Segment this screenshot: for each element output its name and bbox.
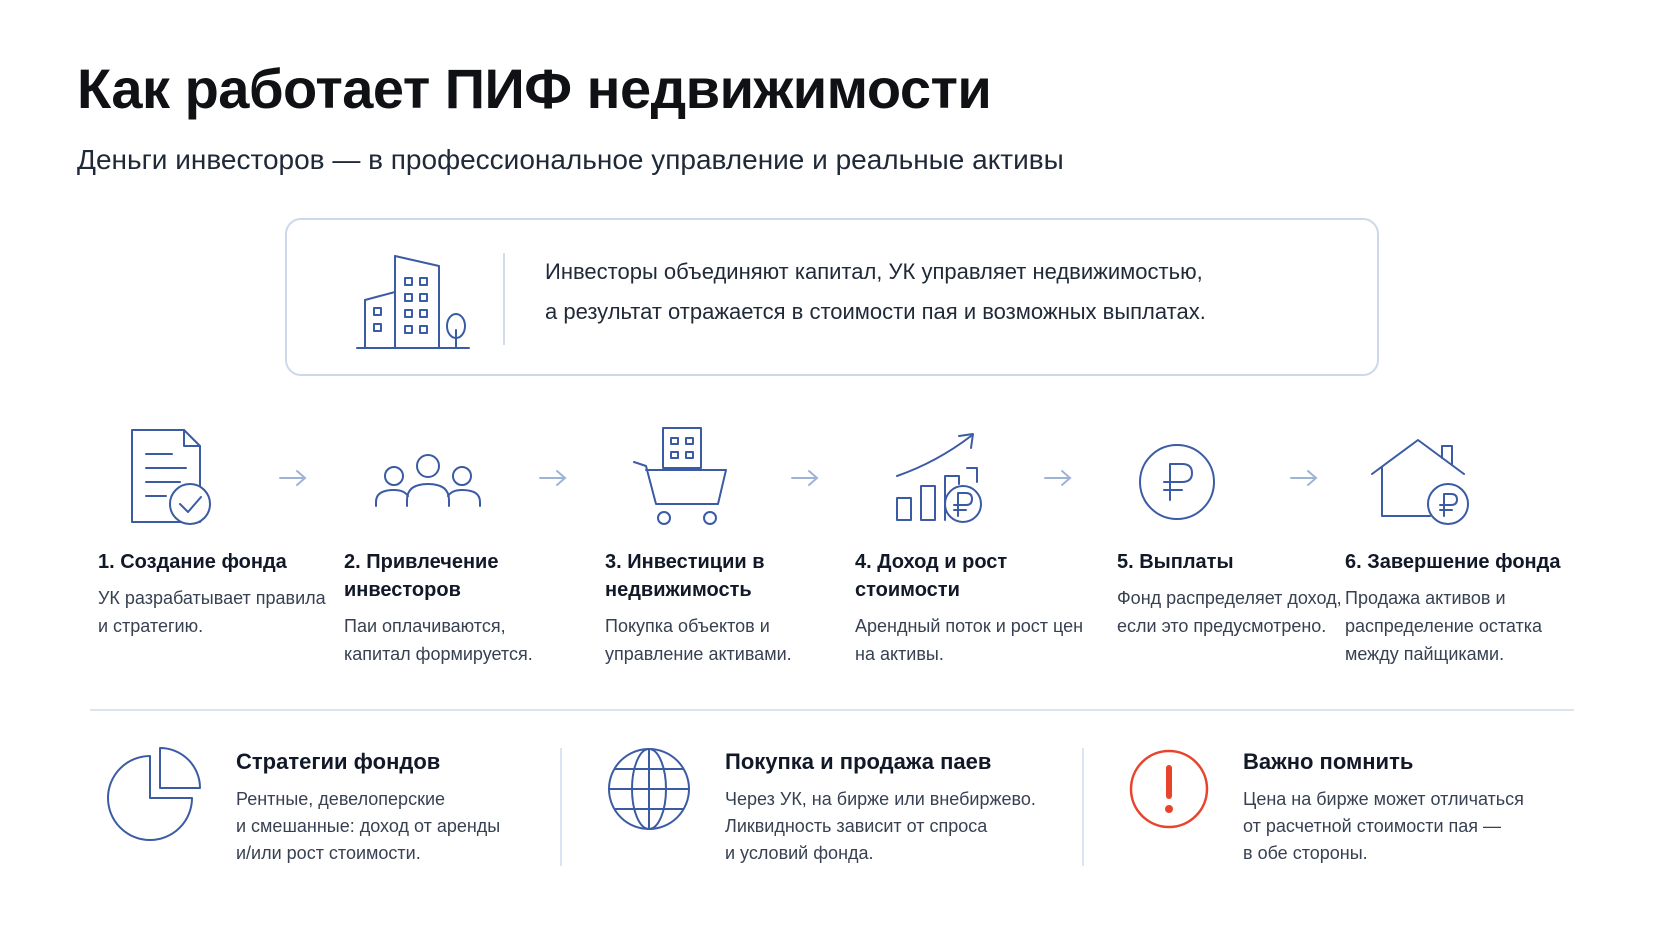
note-strategies xyxy=(236,748,596,867)
cart-building-icon xyxy=(620,418,750,538)
note-title: Стратегии фондов xyxy=(236,749,441,774)
note-title: Важно помнить xyxy=(1243,749,1414,774)
arrow-right-icon xyxy=(1289,468,1319,488)
note-line: Рентные, девелоперские xyxy=(236,789,446,809)
ruble-coin-icon xyxy=(1112,418,1242,538)
note-description xyxy=(725,786,1085,867)
pie-chart-icon xyxy=(104,744,204,844)
buildings-icon xyxy=(355,242,471,354)
arrow-right-icon xyxy=(278,468,308,488)
note-important xyxy=(1243,748,1603,867)
summary-divider xyxy=(503,253,505,345)
arrow-right-icon xyxy=(1043,468,1073,488)
warning-icon xyxy=(1124,744,1214,834)
arrow-right-icon xyxy=(538,468,568,488)
people-icon xyxy=(363,418,493,538)
step-5 xyxy=(1117,548,1357,640)
step-4 xyxy=(855,548,1095,668)
summary-text xyxy=(545,252,1206,332)
document-check-icon xyxy=(110,418,240,538)
step-title: 5. Выплаты xyxy=(1117,551,1234,573)
summary-card xyxy=(285,218,1379,376)
summary-line: а результат отражается в стоимости пая и возможных выплатах. xyxy=(545,299,1206,324)
page-subtitle: Деньги инвесторов — в профессиональное управление и реальные активы xyxy=(77,144,1064,175)
note-line: и условий фонда. xyxy=(725,843,874,863)
note-description xyxy=(236,786,596,867)
note-line: и смешанные: доход от аренды xyxy=(236,816,501,836)
step-description: Продажа активов и распределение остатка между пайщиками. xyxy=(1345,588,1543,664)
step-description: Арендный поток и рост цен на активы. xyxy=(855,616,1084,664)
step-title: 2. Привлечение инвесторов xyxy=(344,551,499,601)
step-description: Паи оплачиваются, капитал формируется. xyxy=(344,616,533,664)
step-description: Покупка объектов и управление активами. xyxy=(605,616,792,664)
note-line: от расчетной стоимости пая — xyxy=(1243,816,1502,836)
note-trading xyxy=(725,748,1085,867)
arrow-right-icon xyxy=(790,468,820,488)
note-title: Покупка и продажа паев xyxy=(725,749,992,774)
step-title: 1. Создание фонда xyxy=(98,551,287,573)
section-divider xyxy=(90,709,1574,711)
note-line: и/или рост стоимости. xyxy=(236,843,421,863)
note-line: Через УК, на бирже или внебиржево. xyxy=(725,789,1036,809)
step-3 xyxy=(605,548,845,668)
house-ruble-icon xyxy=(1360,418,1490,538)
step-6 xyxy=(1345,548,1585,668)
step-title: 6. Завершение фонда xyxy=(1345,551,1561,573)
growth-chart-ruble-icon xyxy=(877,418,1007,538)
note-description xyxy=(1243,786,1603,867)
step-1 xyxy=(98,548,338,640)
step-description: УК разрабатывает правила и стратегию. xyxy=(98,588,326,636)
step-description: Фонд распределяет доход, если это предусмотрено. xyxy=(1117,588,1342,636)
step-title: 4. Доход и рост стоимости xyxy=(855,551,1008,601)
page-title: Как работает ПИФ недвижимости xyxy=(77,57,992,120)
globe-icon xyxy=(604,744,694,834)
step-title: 3. Инвестиции в недвижимость xyxy=(605,551,765,601)
note-line: Цена на бирже может отличаться xyxy=(1243,789,1524,809)
summary-line: Инвесторы объединяют капитал, УК управляет недвижимостью, xyxy=(545,259,1203,284)
note-line: Ликвидность зависит от спроса xyxy=(725,816,988,836)
step-2 xyxy=(344,548,584,668)
note-line: в обе стороны. xyxy=(1243,843,1368,863)
